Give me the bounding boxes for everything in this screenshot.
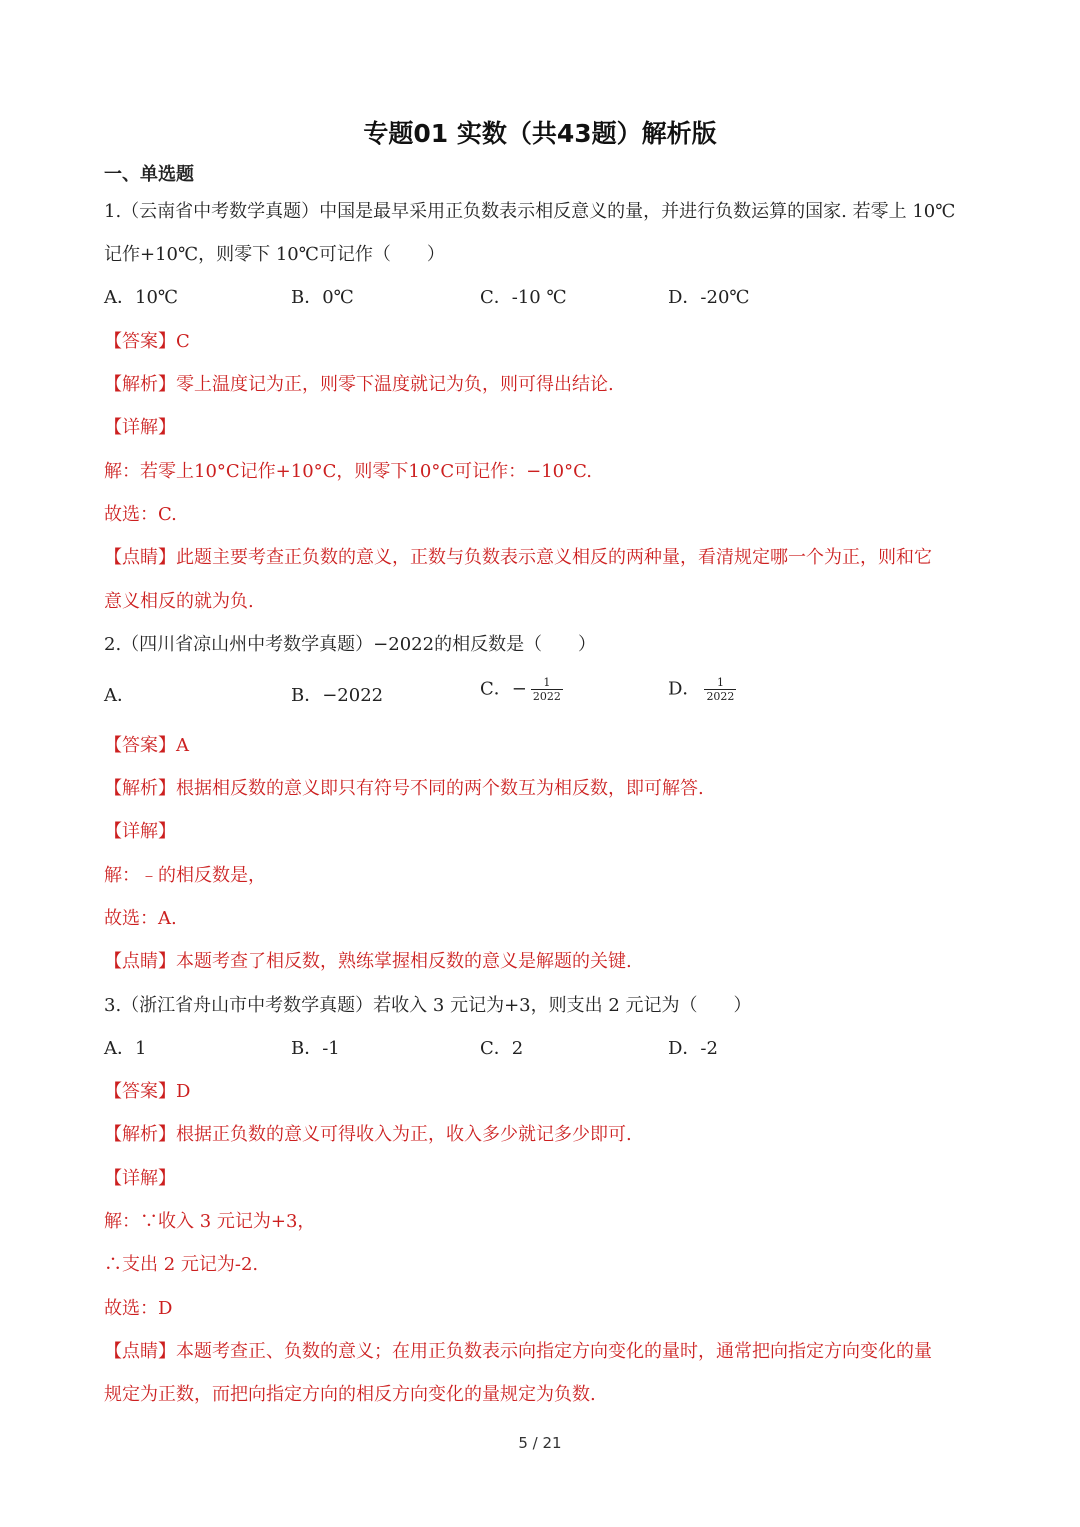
q3-answer: 【答案】D bbox=[104, 1081, 191, 1102]
q1-choice: 故选：C. bbox=[104, 504, 177, 525]
page-title: 专题01 实数（共43题）解析版 bbox=[363, 119, 717, 148]
q3-option-d: D．-2 bbox=[668, 1038, 718, 1059]
q3-solution-line1: 解：∵收入 3 元记为+3， bbox=[104, 1211, 316, 1232]
q1-option-b: B．0℃ bbox=[291, 287, 354, 308]
q2-option-c-fraction bbox=[531, 676, 563, 703]
q1-option-d: D．-20℃ bbox=[668, 287, 750, 308]
q2-option-a: A． bbox=[104, 685, 135, 706]
fraction-denominator: 2022 bbox=[706, 690, 735, 703]
q3-choice: 故选：D bbox=[104, 1298, 173, 1319]
q2-option-b: B．−2022 bbox=[291, 685, 384, 706]
q3-option-b: B．-1 bbox=[291, 1038, 340, 1059]
q2-option-c-prefix: C．− bbox=[480, 678, 527, 700]
q3-comment-line2: 规定为正数，而把向指定方向的相反方向变化的量规定为负数. bbox=[104, 1384, 596, 1405]
q2-option-d-fraction bbox=[704, 676, 736, 703]
q3-option-c: C．2 bbox=[480, 1038, 524, 1059]
q1-analysis: 【解析】零上温度记为正，则零下温度就记为负，则可得出结论. bbox=[104, 374, 614, 395]
q2-answer: 【答案】A bbox=[104, 735, 189, 756]
q1-option-c: C．-10 ℃ bbox=[480, 287, 567, 308]
q2-detail-label: 【详解】 bbox=[104, 821, 176, 842]
q1-detail-label: 【详解】 bbox=[104, 417, 176, 438]
fraction-numerator: 1 bbox=[531, 676, 563, 690]
q2-analysis: 【解析】根据相反数的意义即只有符号不同的两个数互为相反数，即可解答. bbox=[104, 778, 704, 799]
q1-solution: 解：若零上10°C记作+10°C，则零下10°C可记作：−10°C. bbox=[104, 461, 592, 482]
q2-option-c bbox=[480, 676, 563, 703]
page-number: 5 / 21 bbox=[518, 1434, 562, 1452]
q3-comment-line1: 【点睛】本题考查正、负数的意义；在用正负数表示向指定方向变化的量时，通常把向指定方向变化的量 bbox=[104, 1341, 932, 1362]
q3-option-a: A．1 bbox=[104, 1038, 147, 1059]
q2-option-d bbox=[668, 676, 736, 703]
q3-stem: 3.（浙江省舟山市中考数学真题）若收入 3 元记为+3，则支出 2 元记为（ ） bbox=[104, 995, 752, 1016]
fraction-numerator: 1 bbox=[704, 676, 736, 690]
q2-option-d-prefix: D． bbox=[668, 678, 701, 700]
q2-solution: 解：﹣的相反数是， bbox=[104, 865, 266, 886]
section-heading: 一、单选题 bbox=[104, 164, 194, 185]
q3-detail-label: 【详解】 bbox=[104, 1168, 176, 1189]
q1-option-a: A．10℃ bbox=[104, 287, 179, 308]
q1-comment-line1: 【点睛】此题主要考查正负数的意义，正数与负数表示意义相反的两种量，看清规定哪一个为正，则和它 bbox=[104, 547, 932, 568]
q2-comment: 【点睛】本题考查了相反数，熟练掌握相反数的意义是解题的关键. bbox=[104, 951, 632, 972]
fraction-denominator: 2022 bbox=[532, 690, 561, 703]
q1-answer: 【答案】C bbox=[104, 331, 190, 352]
q3-analysis: 【解析】根据正负数的意义可得收入为正，收入多少就记多少即可. bbox=[104, 1124, 632, 1145]
q2-stem: 2.（四川省凉山州中考数学真题）−2022的相反数是（ ） bbox=[104, 634, 597, 655]
q1-stem-line1: 1.（云南省中考数学真题）中国是最早采用正负数表示相反意义的量，并进行负数运算的国家. 若零上 10℃ bbox=[104, 201, 956, 222]
q1-comment-line2: 意义相反的就为负. bbox=[104, 591, 254, 612]
q2-choice: 故选：A. bbox=[104, 908, 177, 929]
q3-solution-line2: ∴支出 2 元记为-2. bbox=[104, 1254, 259, 1275]
q1-stem-line2: 记作+10℃，则零下 10℃可记作（ ） bbox=[104, 244, 445, 265]
